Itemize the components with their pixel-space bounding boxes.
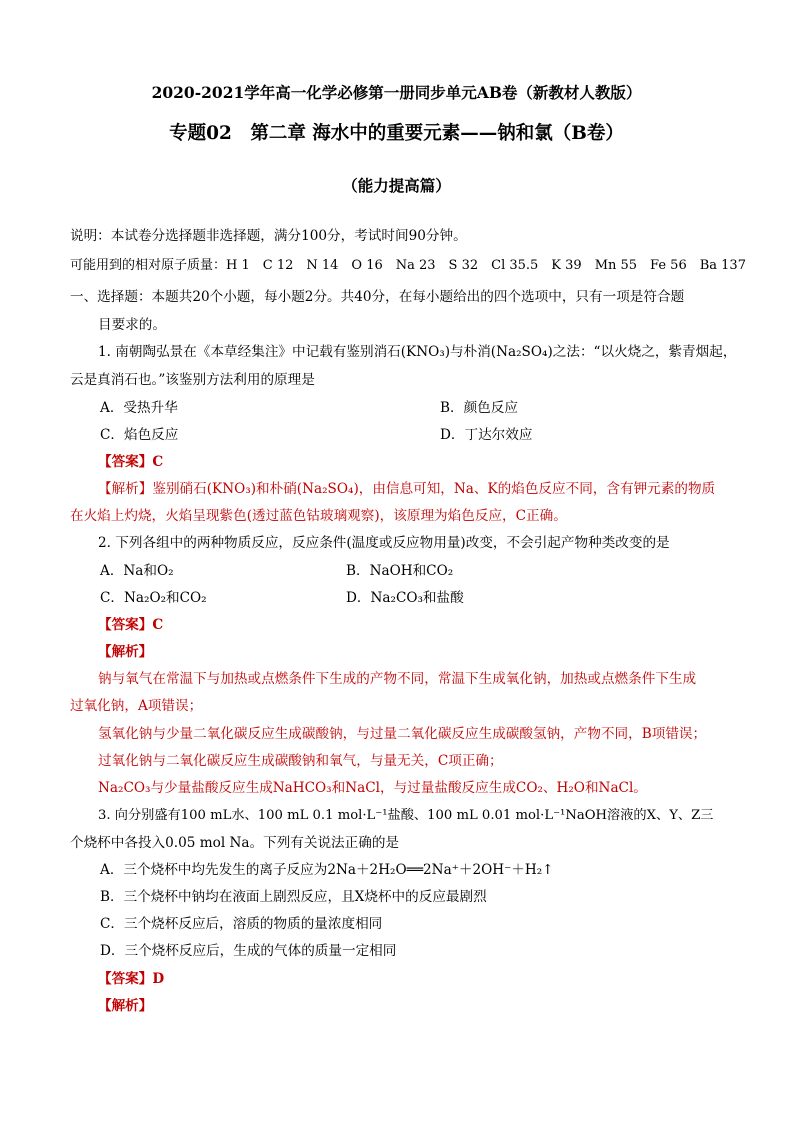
- q3-stem-cont: 个烧杯中各投入0.05 mol Na。下列有关说法正确的是: [70, 835, 400, 851]
- q2-analysis-2: 过氧化钠，A项错误；: [70, 698, 203, 714]
- q1-answer: 【答案】C: [98, 454, 164, 470]
- q2-analysis-4: 过氧化钠与二氧化碳反应生成碳酸钠和氧气，与量无关，C项正确；: [98, 753, 503, 769]
- q3-analysis-label: 【解析】: [98, 998, 153, 1014]
- q2-option-d: D．Na₂CO₃和盐酸: [346, 590, 464, 606]
- topic-title: 专题02 第二章 海水中的重要元素——钠和氯（B卷）: [169, 123, 624, 144]
- q2-option-a: A．Na和O₂: [100, 563, 174, 579]
- q3-option-c: C．三个烧杯反应后，溶质的物质的量浓度相同: [100, 916, 383, 932]
- q2-option-b: B．NaOH和CO₂: [346, 563, 454, 579]
- q2-analysis-5: Na₂CO₃与少量盐酸反应生成NaHCO₃和NaCl，与过量盐酸反应生成CO₂、H₂O和NaCl。: [98, 780, 647, 796]
- q1-option-d: D．丁达尔效应: [440, 427, 533, 443]
- q1-option-c: C．焰色反应: [100, 427, 179, 443]
- q2-analysis-label: 【解析】: [98, 644, 153, 660]
- q2-analysis-3: 氢氧化钠与少量二氧化碳反应生成碳酸钠，与过量二氧化碳反应生成碳酸氢钠，产物不同，B项错误；: [98, 726, 707, 742]
- q1-option-a: A．受热升华: [100, 400, 178, 416]
- q3-option-a: A．三个烧杯中均先发生的离子反应为2Na＋2H₂O══2Na⁺＋2OH⁻＋H₂↑: [100, 862, 554, 878]
- q3-answer: 【答案】D: [98, 971, 165, 987]
- q3-stem: 3. 向分别盛有100 mL水、100 mL 0.1 mol·L⁻¹盐酸、100 mL 0.01 mol·L⁻¹NaOH溶液的X、Y、Z三: [98, 808, 714, 823]
- q1-analysis-cont: 在火焰上灼烧，火焰呈现紫色(透过蓝色钴玻璃观察)，该原理为焰色反应，C正确。: [70, 508, 567, 524]
- q2-answer: 【答案】C: [98, 617, 164, 633]
- subtitle: （能力提高篇）: [342, 176, 451, 195]
- exam-note: 说明：本试卷分选择题非选择题，满分100分，考试时间90分钟。: [70, 228, 467, 244]
- q1-option-b: B．颜色反应: [440, 400, 518, 416]
- q2-analysis-1: 钠与氧气在常温下与加热或点燃条件下生成的产物不同，常温下生成氧化钠，加热或点燃条件下生成: [98, 671, 697, 687]
- q3-option-b: B．三个烧杯中钠均在液面上剧烈反应，且X烧杯中的反应最剧烈: [100, 889, 487, 905]
- q1-stem: 1. 南朝陶弘景在《本草经集注》中记载有鉴别消石(KNO₃)与朴消(Na₂SO₄)之法：“以火烧之，紫青烟起，: [98, 344, 737, 360]
- atomic-mass-list: 可能用到的相对原子质量：H 1 C 12 N 14 O 16 Na 23 S 32 Cl 35.5 K 39 Mn 55 Fe 56 Ba 137: [70, 258, 746, 273]
- q1-stem-cont: 云是真消石也。”该鉴别方法利用的原理是: [70, 372, 315, 388]
- q2-option-c: C．Na₂O₂和CO₂: [100, 590, 207, 606]
- header-title: 2020-2021学年高一化学必修第一册同步单元AB卷（新教材人教版）: [151, 83, 642, 102]
- section-heading: 一、选择题：本题共20个小题，每小题2分。共40分，在每小题给出的四个选项中，只有一项是符合题: [70, 289, 685, 305]
- q1-analysis: 【解析】鉴别硝石(KNO₃)和朴硝(Na₂SO₄)，由信息可知，Na、K的焰色反应不同，含有钾元素的物质: [98, 481, 716, 497]
- section-heading-cont: 目要求的。: [98, 317, 166, 333]
- q2-stem: 2. 下列各组中的两种物质反应，反应条件(温度或反应物用量)改变，不会引起产物种类改变的是: [98, 535, 670, 551]
- q3-option-d: D．三个烧杯反应后，生成的气体的质量一定相同: [100, 943, 397, 959]
